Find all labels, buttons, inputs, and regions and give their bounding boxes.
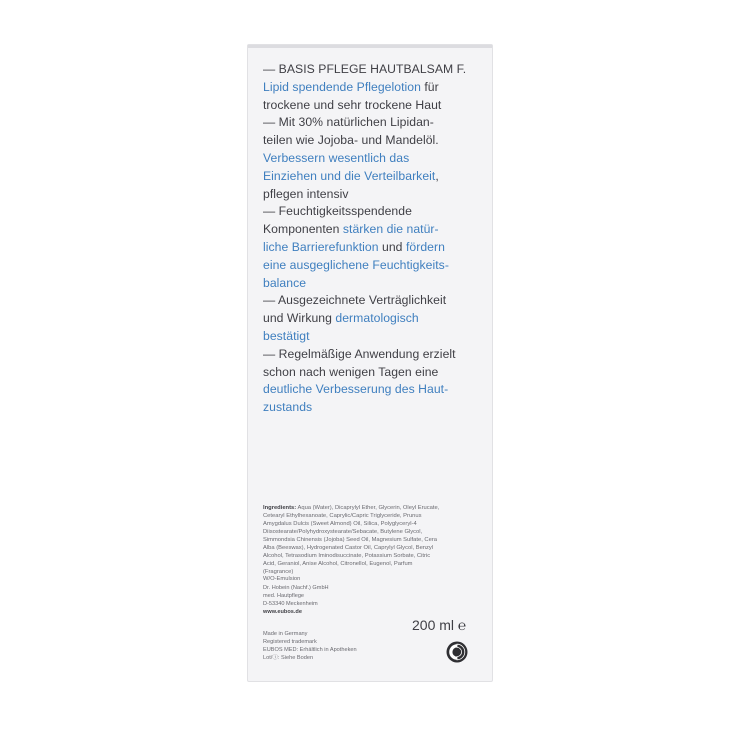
manufacturer-postal: D-53340 Meckenheim — [263, 600, 318, 607]
emulsion-type: W/O-Emulsion — [263, 576, 301, 583]
claim-text: — BASIS PFLEGE HAUTBALSAM F. — [263, 62, 467, 76]
claim-text: und Wirkung — [263, 311, 336, 326]
claim-highlight: bestätigt — [263, 328, 310, 343]
ingredients-line: Amygdalus Dulcis (Sweet Almond) Oil, Silica, Polyglyceryl-4 — [263, 520, 417, 527]
claim-line — [263, 239, 488, 257]
claim-highlight: liche Barrierefunktion — [263, 239, 379, 254]
claim-line — [263, 61, 488, 79]
claim-text: , — [435, 168, 439, 183]
claim-text: — Ausgezeichnete Verträglichkeit — [263, 293, 447, 308]
manufacturer-line: med. Hautpflege — [263, 592, 305, 599]
claim-text: trockene und sehr trockene Haut — [263, 97, 442, 112]
claim-line — [263, 150, 488, 168]
volume-label: 200 ml ℮ — [412, 617, 467, 633]
claim-line — [263, 203, 488, 221]
claim-text: pflegen intensiv — [263, 186, 349, 201]
product-box-back — [247, 44, 493, 682]
claim-line — [263, 399, 488, 417]
claim-text: und — [378, 239, 406, 254]
claim-line — [263, 221, 488, 239]
claim-line — [263, 168, 488, 186]
manufacturer-address — [263, 585, 383, 617]
ingredients-heading: Ingredients: — [263, 505, 297, 511]
claim-line — [263, 310, 488, 328]
ingredients-line: (Fragrance) — [263, 568, 294, 575]
ingredients-line: Ingredients: Aqua (Water), Dicaprylyl Ether, Glycerin, Oleyl Erucate, — [263, 505, 440, 511]
claim-highlight: stärken die natür- — [342, 222, 439, 237]
claim-line — [263, 346, 488, 364]
claim-highlight: balance — [263, 275, 307, 290]
claim-highlight: Lipid spendende Pflegelotion — [263, 79, 421, 94]
claim-line — [263, 364, 488, 382]
product-claims — [263, 61, 488, 417]
green-dot-recycling-icon — [446, 641, 468, 663]
claim-highlight: fördern — [405, 239, 445, 254]
claim-highlight: eine ausgeglichene Feuchtigkeits- — [263, 257, 449, 272]
ingredients-line: Cetearyl Ethylhexanoate, Caprylic/Capric Triglyceride, Prunus — [263, 512, 422, 519]
box-top-edge — [248, 45, 492, 48]
claim-text: teilen wie Jojoba- und Mandelöl. — [263, 133, 439, 148]
claim-highlight: Verbessern wesentlich das — [263, 150, 410, 165]
ingredients-line: Alcohol, Tetrasodium Iminodisuccinate, Potassium Sorbate, Citric — [263, 552, 431, 559]
origin: Made in Germany — [263, 631, 308, 637]
claim-line — [263, 132, 488, 150]
ingredients-line: Diisostearate/Polyhydroxystearate/Sebacate, Butylene Glycol, — [263, 528, 423, 535]
claim-text: Komponenten — [263, 222, 343, 237]
claim-line — [263, 328, 488, 346]
claim-line — [263, 114, 488, 132]
claim-line — [263, 97, 488, 115]
claim-highlight: Einziehen und die Verteilbarkeit — [263, 168, 436, 183]
claim-line — [263, 79, 488, 97]
claim-text: — Regelmäßige Anwendung erzielt — [263, 346, 456, 361]
ingredients-line: Acid, Geraniol, Anise Alcohol, Citronellol, Eugenol, Parfum — [263, 560, 413, 567]
manufacturer-name: Dr. Hobein (Nachf.) GmbH — [263, 585, 329, 591]
claim-highlight: deutliche Verbesserung des Haut- — [263, 382, 449, 397]
packaging-info — [263, 631, 403, 663]
claim-line — [263, 275, 488, 293]
claim-text: — Mit 30% natürlichen Lipidan- — [263, 115, 434, 130]
claim-line — [263, 186, 488, 204]
ingredients-line: Alba (Beeswax), Hydrogenated Castor Oil, Caprylyl Glycol, Benzyl — [263, 544, 434, 551]
claim-line — [263, 292, 488, 310]
claim-highlight: dermatologisch — [335, 311, 419, 326]
availability: EUBOS MED: Erhältlich in Apotheken — [263, 646, 357, 653]
lot-info: Lot/ⓘ: Siehe Boden — [263, 654, 314, 661]
claim-line — [263, 381, 488, 399]
manufacturer-website: www.eubos.de — [263, 608, 302, 615]
claim-text: — Feuchtigkeitsspendende — [263, 204, 412, 219]
claim-line — [263, 257, 488, 275]
ingredients-line: Simmondsia Chinensis (Jojoba) Seed Oil, Magnesium Sulfate, Cera — [263, 536, 437, 543]
ingredients-list — [263, 505, 473, 584]
trademark: Registered trademark — [263, 638, 317, 645]
claim-highlight: zustands — [263, 400, 313, 415]
claim-text: schon nach wenigen Tagen eine — [263, 364, 439, 379]
claim-text: für — [420, 79, 439, 94]
